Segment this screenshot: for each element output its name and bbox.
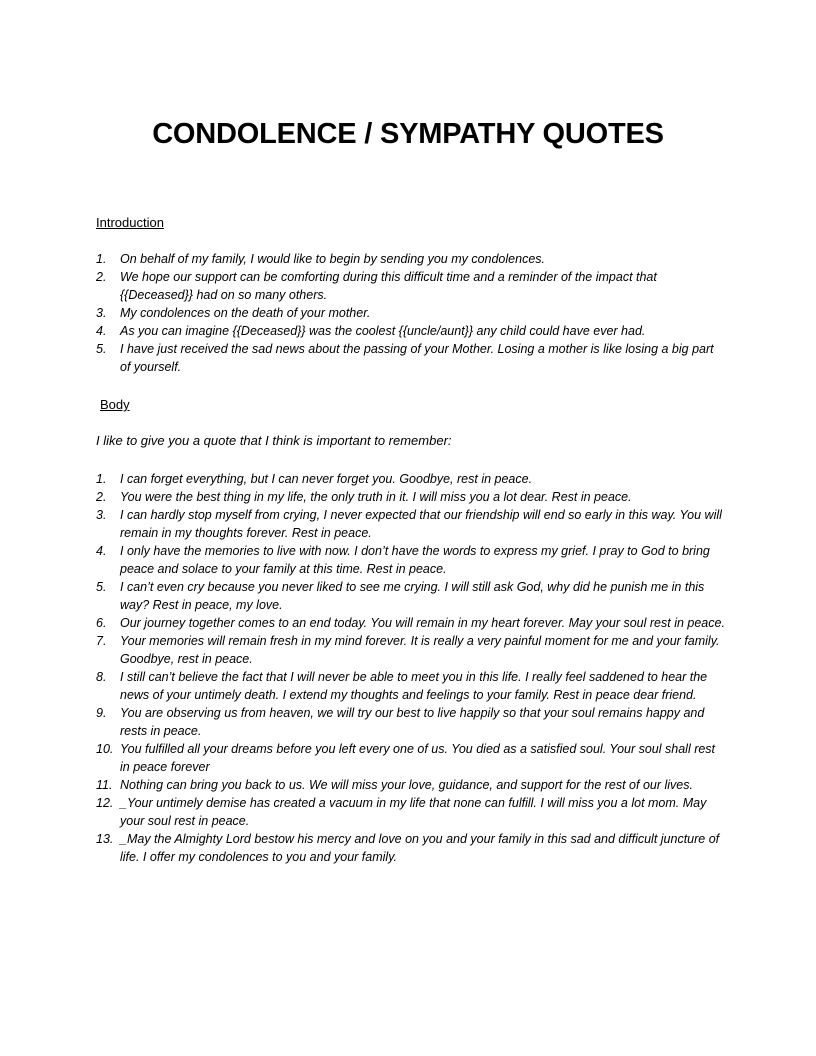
list-item [96,304,726,322]
list-item-number: 5. [96,342,107,356]
list-item-text: Your memories will remain fresh in my mind forever. It is really a very painful moment for me and your family. Goodbye, rest in peace. [120,634,720,666]
list-item-text: You fulfilled all your dreams before you left every one of us. You died as a satisfied soul. Your soul shall rest in peace forever [120,742,716,774]
list-item-text: I have just received the sad news about the passing of your Mother. Losing a mother is like losing a big part of yourself. [120,342,714,374]
introduction-heading: Introduction [96,215,164,230]
introduction-list [96,250,726,376]
list-item-text: We hope our support can be comforting during this difficult time and a reminder of the impact that {{Deceased}} had on so many others. [120,270,657,302]
list-item-text: I can forget everything, but I can never forget you. Goodbye, rest in peace. [120,472,533,486]
list-item-number: 13. [96,832,114,846]
list-item [96,632,726,668]
list-item [96,268,726,304]
list-item-text: I still can’t believe the fact that I will never be able to meet you in this life. I really feel saddened to hear the news of your untimely death. I extend my thoughts and feelings to your family. Rest in peace dear friend. [120,670,708,702]
list-item-number: 9. [96,706,107,720]
list-item-text: You are observing us from heaven, we will try our best to live happily so that your soul remains happy and rests in peace. [120,706,705,738]
list-item [96,704,726,740]
list-item [96,614,726,632]
list-item [96,542,726,578]
list-item-text: _May the Almighty Lord bestow his mercy and love on you and your family in this sad and difficult juncture of life. I offer my condolences to you and your family. [120,832,720,864]
list-item [96,740,726,776]
list-item-text: _Your untimely demise has created a vacuum in my life that none can fulfill. I will miss you a lot mom. May your soul rest in peace. [120,796,707,828]
list-item-number: 3. [96,306,107,320]
list-item-number: 4. [96,544,107,558]
list-item [96,794,726,830]
list-item-text: I can hardly stop myself from crying, I never expected that our friendship will end so early in this way. You will remain in my thoughts forever. Rest in peace. [120,508,722,540]
list-item-text: Our journey together comes to an end today. You will remain in my heart forever. May your soul rest in peace. [120,616,725,630]
list-item [96,250,726,268]
list-item-text: As you can imagine {{Deceased}} was the coolest {{uncle/aunt}} any child could have ever had. [120,324,646,338]
list-item-number: 11. [96,778,113,792]
list-item-number: 7. [96,634,107,648]
list-item-number: 6. [96,616,107,630]
list-item [96,340,726,376]
list-item-number: 3. [96,508,107,522]
list-item [96,776,726,794]
list-item-text: You were the best thing in my life, the only truth in it. I will miss you a lot dear. Rest in peace. [120,490,632,504]
body-lead-text: I like to give you a quote that I think is important to remember: [96,433,452,448]
list-item-text: Nothing can bring you back to us. We will miss your love, guidance, and support for the rest of our lives. [120,778,693,792]
list-item [96,506,726,542]
list-item [96,488,726,506]
list-item-number: 1. [96,252,107,266]
list-item-number: 4. [96,324,107,338]
list-item-number: 10. [96,742,114,756]
list-item-number: 12. [96,796,114,810]
list-item-text: On behalf of my family, I would like to begin by sending you my condolences. [120,252,545,266]
list-item [96,668,726,704]
body-quote-list [96,470,726,866]
document-title: CONDOLENCE / SYMPATHY QUOTES [152,118,664,150]
list-item-text: I only have the memories to live with now. I don’t have the words to express my grief. I pray to God to bring peace and solace to your family at this time. Rest in peace. [120,544,710,576]
list-item-number: 8. [96,670,107,684]
list-item-number: 2. [96,270,107,284]
list-item-text: My condolences on the death of your mother. [120,306,371,320]
list-item-text: I can’t even cry because you never liked to see me crying. I will still ask God, why did he punish me in this way? Rest in peace, my love. [120,580,705,612]
list-item [96,470,726,488]
list-item-number: 1. [96,472,107,486]
list-item [96,830,726,866]
list-item [96,322,726,340]
list-item-number: 5. [96,580,107,594]
body-heading: Body [100,397,130,412]
list-item-number: 2. [96,490,107,504]
list-item [96,578,726,614]
